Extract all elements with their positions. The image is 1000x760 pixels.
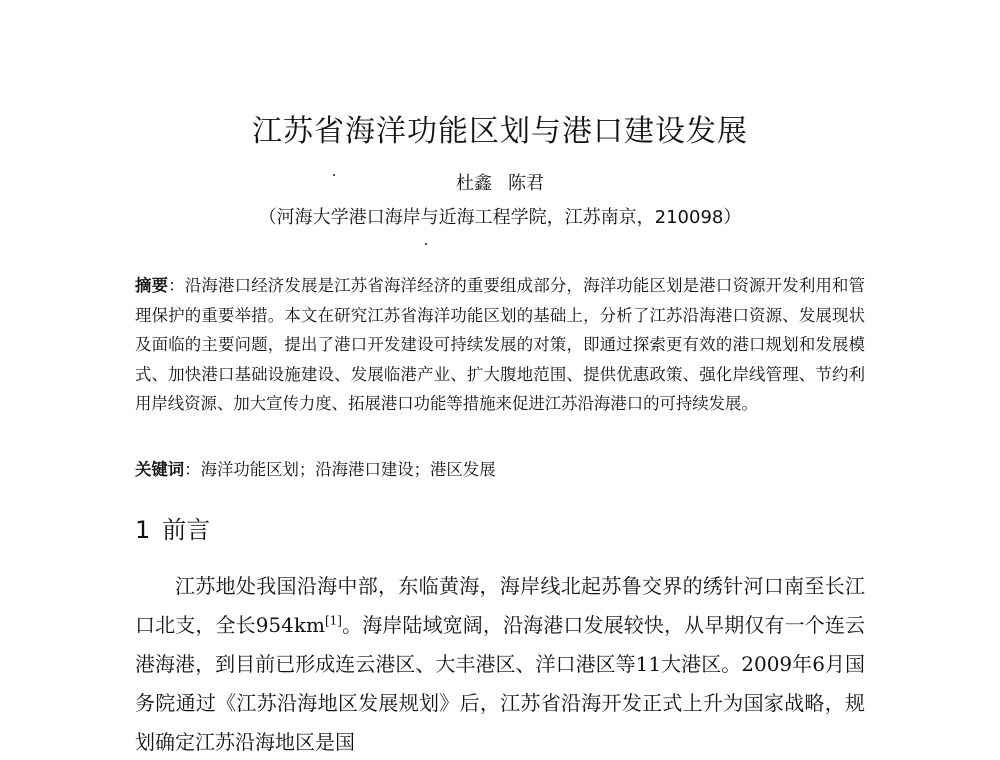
author-name: 陈君 — [508, 173, 544, 194]
body-text-part: 江苏地处我国沿海中部，东临黄海，海岸线北起苏鲁交界的绣针河口南至长江口北支，全长954km — [135, 574, 865, 637]
abstract-separator: ： — [168, 276, 185, 295]
keywords-line — [135, 457, 865, 483]
section-title: 前言 — [162, 516, 211, 544]
section-number: 1 — [135, 516, 151, 544]
author-name: 杜鑫 — [456, 173, 492, 194]
body-text-part: 。海岸陆域宽阔，沿海港口发展较快，从早期仅有一个连云港海港，到目前已形成连云港区、大丰港区、洋口港区等11大港区。2009年6月国务院通过《江苏沿海地区发展规划》后，江苏省沿海开发正式上升为国家战略，规划确定江苏沿海地区是国 — [135, 613, 866, 754]
body-paragraph — [135, 567, 865, 760]
abstract-text: 沿海港口经济发展是江苏省海洋经济的重要组成部分，海洋功能区划是港口资源开发利用和管理保护的重要举措。本文在研究江苏省海洋功能区划的基础上，分析了江苏沿海港口资源、发展现状及面临的主要问题，提出了港口开发建设可持续发展的对策，即通过探索更有效的港口规划和发展模式、加快港口基础设施建设、发展临港产业、扩大腹地范围、提供优惠政策、强化岸线管理、节约利用岸线资源、加大宣传力度、拓展港口功能等措施来促进江苏沿海港口的可持续发展。 — [135, 276, 866, 413]
scan-speck — [333, 174, 335, 176]
keywords-text: 海洋功能区划；沿海港口建设；港区发展 — [200, 460, 496, 479]
scan-speck — [425, 243, 427, 245]
section-heading — [135, 513, 210, 547]
paper-title: 江苏省海洋功能区划与港口建设发展 — [252, 114, 748, 149]
keywords-label: 关键词 — [135, 460, 185, 479]
author-list — [0, 171, 1000, 197]
abstract-paragraph — [135, 271, 865, 419]
citation-marker: [1] — [324, 613, 342, 628]
abstract-label: 摘要 — [135, 276, 169, 295]
keywords-separator: ： — [184, 460, 201, 479]
author-affiliation: （河海大学港口海岸与近海工程学院，江苏南京，210098） — [258, 207, 742, 228]
